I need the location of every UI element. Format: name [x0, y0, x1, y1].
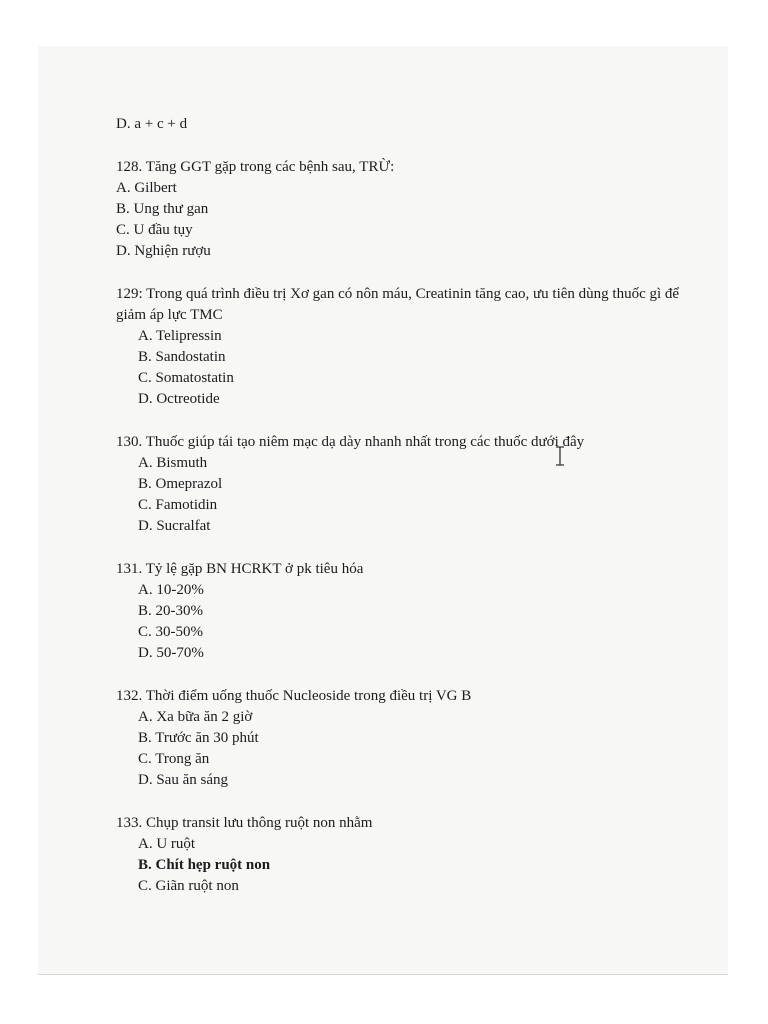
- question-132: [116, 686, 696, 791]
- option-c: C. U đầu tụy: [116, 222, 193, 238]
- question-text: 131. Tỷ lệ gặp BN HCRKT ở pk tiêu hóa: [116, 561, 364, 577]
- question-130: [116, 432, 696, 537]
- option-a: A. U ruột: [138, 836, 196, 852]
- option-d: D. Sau ăn sáng: [138, 772, 228, 788]
- question-text: 133. Chụp transit lưu thông ruột non nhằm: [116, 815, 373, 831]
- option-c: C. 30-50%: [138, 624, 203, 640]
- option-a: A. Xa bữa ăn 2 giờ: [138, 709, 253, 725]
- option-c: C. Somatostatin: [138, 370, 234, 386]
- option-c: C. Giãn ruột non: [138, 878, 239, 894]
- text-cursor-icon: [555, 446, 565, 466]
- option-d: D. 50-70%: [138, 645, 204, 661]
- option-b: B. Trước ăn 30 phút: [138, 730, 259, 746]
- question-131: [116, 559, 696, 664]
- option-b: B. 20-30%: [138, 603, 203, 619]
- option-a: A. Gilbert: [116, 180, 177, 196]
- question-text: 130. Thuốc giúp tái tạo niêm mạc dạ dày nhanh nhất trong các thuốc dưới đây: [116, 434, 585, 450]
- previous-question-tail: [116, 114, 696, 135]
- question-129: [116, 284, 696, 410]
- question-text: 132. Thời điểm uống thuốc Nucleoside trong điều trị VG B: [116, 688, 472, 704]
- option-a: A. Bismuth: [138, 455, 208, 471]
- option-d: D. Nghiện rượu: [116, 243, 211, 259]
- option-b: B. Omeprazol: [138, 476, 223, 492]
- question-128: [116, 157, 696, 262]
- option-c: C. Trong ăn: [138, 751, 210, 767]
- option-d: D. a + c + d: [116, 116, 188, 132]
- option-b: B. Sandostatin: [138, 349, 226, 365]
- option-b-answer: B. Chít hẹp ruột non: [138, 857, 271, 873]
- option-d: D. Octreotide: [138, 391, 220, 407]
- document-content: [116, 114, 696, 919]
- question-text: 129: Trong quá trình điều trị Xơ gan có nôn máu, Creatinin tăng cao, ưu tiên dùng thuốc gì để giảm áp lực TMC: [116, 286, 680, 323]
- option-b: B. Ung thư gan: [116, 201, 209, 217]
- option-a: A. Telipressin: [138, 328, 222, 344]
- option-d: D. Sucralfat: [138, 518, 211, 534]
- question-text: 128. Tăng GGT gặp trong các bệnh sau, TRỪ:: [116, 159, 395, 175]
- option-c: C. Famotidin: [138, 497, 218, 513]
- question-133: [116, 813, 696, 897]
- option-a: A. 10-20%: [138, 582, 204, 598]
